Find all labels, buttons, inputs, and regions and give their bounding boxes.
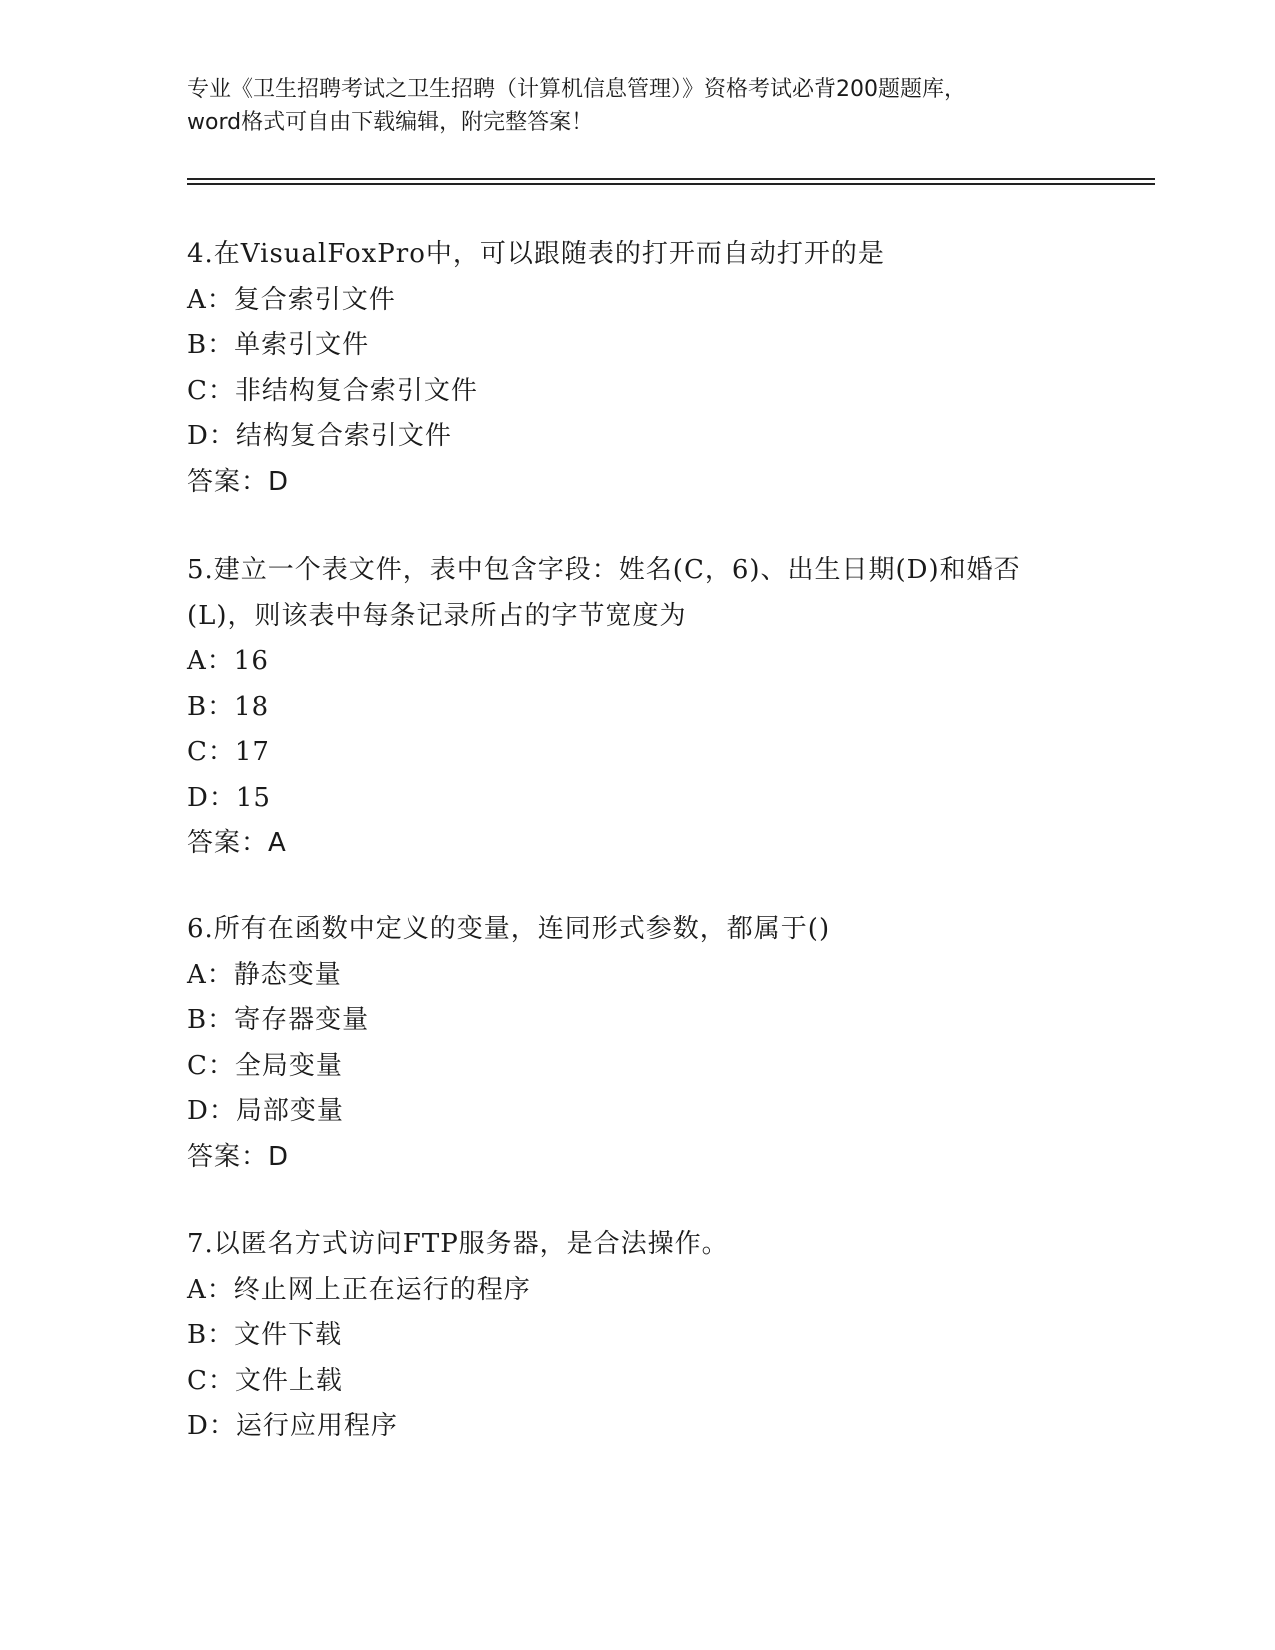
option-a: A：复合索引文件 xyxy=(187,284,396,315)
question-5 xyxy=(187,548,1087,867)
option-a: A：终止网上正在运行的程序 xyxy=(187,1274,531,1305)
answer: 答案：A xyxy=(187,828,287,858)
question-7 xyxy=(187,1222,1087,1450)
option-b: B：文件下载 xyxy=(187,1320,343,1350)
option-b: B：寄存器变量 xyxy=(187,1005,370,1035)
option-c: C：全局变量 xyxy=(187,1050,343,1081)
option-c: C：非结构复合索引文件 xyxy=(187,375,478,406)
header-divider-top xyxy=(187,178,1155,180)
answer: 答案：D xyxy=(187,466,290,497)
option-c: C：17 xyxy=(187,737,270,767)
answer: 答案：D xyxy=(187,1141,290,1172)
header-line-2: word格式可自由下载编辑，附完整答案！ xyxy=(187,110,594,135)
header-line-1: 专业《卫生招聘考试之卫生招聘（计算机信息管理）》资格考试必背200题题库， xyxy=(187,77,966,102)
option-b: B：18 xyxy=(187,691,270,722)
question-text: 7.以匿名方式访问FTP服务器，是合法操作。 xyxy=(187,1229,729,1259)
question-text: 4.在VisualFoxPro中，可以跟随表的打开而自动打开的是 xyxy=(187,239,885,269)
question-text-line-2: (L)，则该表中每条记录所占的字节宽度为 xyxy=(187,600,687,631)
option-a: A：16 xyxy=(187,646,269,676)
option-d: D：15 xyxy=(187,782,271,813)
question-text-line-1: 5.建立一个表文件，表中包含字段：姓名(C，6)、出生日期(D)和婚否 xyxy=(187,555,1021,585)
option-b: B：单索引文件 xyxy=(187,330,370,360)
document-header xyxy=(187,73,1087,139)
question-text: 6.所有在函数中定义的变量，连同形式参数，都属于() xyxy=(187,914,831,944)
option-a: A：静态变量 xyxy=(187,959,342,990)
option-d: D：结构复合索引文件 xyxy=(187,421,452,451)
question-4 xyxy=(187,232,1087,505)
option-d: D：运行应用程序 xyxy=(187,1411,398,1441)
option-c: C：文件上载 xyxy=(187,1365,343,1396)
option-d: D：局部变量 xyxy=(187,1096,344,1126)
question-6 xyxy=(187,907,1087,1180)
header-divider-bottom xyxy=(187,183,1155,185)
